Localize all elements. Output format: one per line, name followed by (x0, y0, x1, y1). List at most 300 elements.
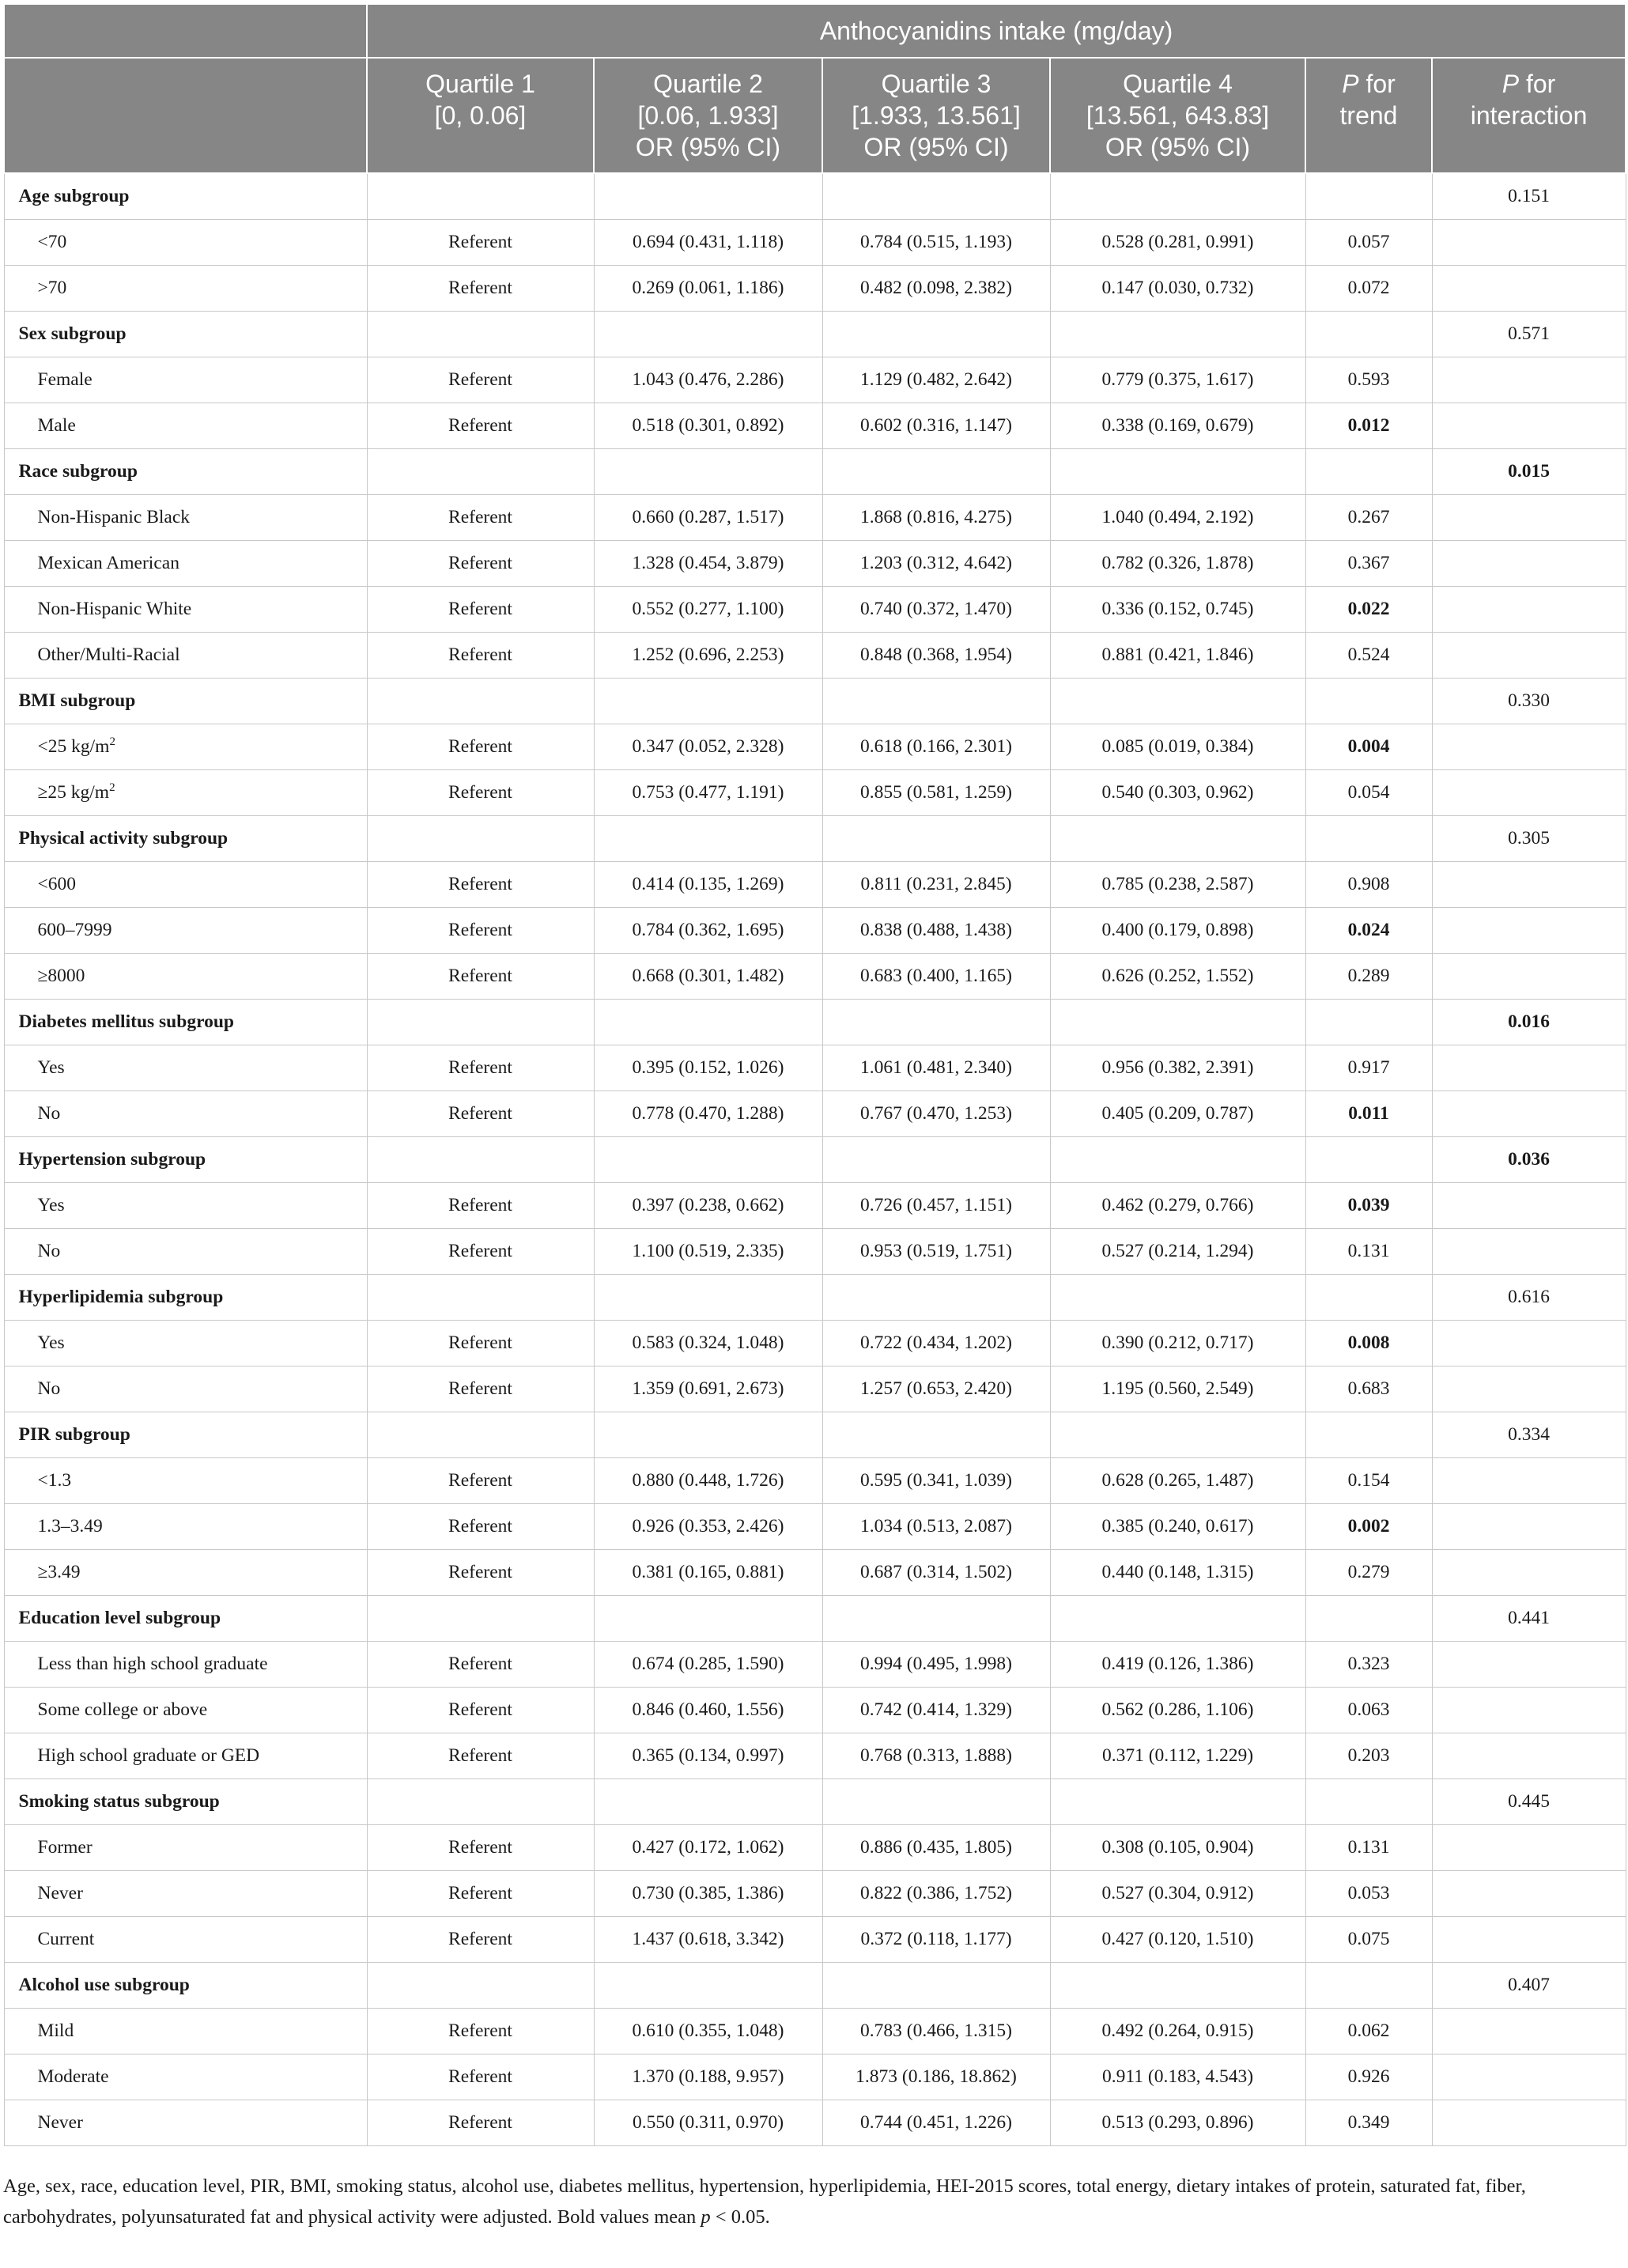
table-row (4, 586, 1626, 632)
q1-cell (367, 1962, 594, 2008)
q2-cell: 1.437 (0.618, 3.342) (594, 1916, 822, 1962)
subgroup-label (4, 999, 367, 1045)
label-text: 600–7999 (37, 919, 112, 940)
q4-cell: 0.911 (0.183, 4.543) (1050, 2054, 1305, 2100)
q3-cell: 0.726 (0.457, 1.151) (822, 1182, 1050, 1228)
q2-cell: 1.043 (0.476, 2.286) (594, 357, 822, 403)
label-text: Diabetes mellitus subgroup (18, 1011, 234, 1032)
q2-cell: 0.784 (0.362, 1.695) (594, 907, 822, 953)
p-trend-cell: 0.024 (1305, 907, 1432, 953)
q3-cell: 1.868 (0.816, 4.275) (822, 494, 1050, 540)
q3-cell: 0.595 (0.341, 1.039) (822, 1457, 1050, 1503)
header-top-title: Anthocyanidins intake (mg/day) (367, 4, 1626, 58)
q1-cell: Referent (367, 1503, 594, 1549)
p-interaction-cell: 0.036 (1432, 1136, 1626, 1182)
header-p-trend (1305, 58, 1432, 173)
header-q4-name: Quartile 4 (1123, 70, 1233, 98)
results-table-container (3, 3, 1625, 2146)
q3-cell: 0.602 (0.316, 1.147) (822, 403, 1050, 448)
p-interaction-cell (1432, 1228, 1626, 1274)
q4-cell: 0.785 (0.238, 2.587) (1050, 861, 1305, 907)
subgroup-label (4, 678, 367, 724)
q1-cell: Referent (367, 1824, 594, 1870)
p-interaction-cell (1432, 1320, 1626, 1366)
q4-cell (1050, 1962, 1305, 2008)
q2-cell (594, 1136, 822, 1182)
q2-cell (594, 678, 822, 724)
category-label (4, 265, 367, 311)
q4-cell (1050, 1412, 1305, 1457)
q2-cell: 0.674 (0.285, 1.590) (594, 1641, 822, 1687)
table-row (4, 907, 1626, 953)
header-p-interaction (1432, 58, 1626, 173)
q1-cell: Referent (367, 1045, 594, 1091)
p-trend-cell (1305, 1274, 1432, 1320)
q4-cell (1050, 1274, 1305, 1320)
p-interaction-cell (1432, 1641, 1626, 1687)
p-interaction-cell (1432, 586, 1626, 632)
p-trend-cell: 0.908 (1305, 861, 1432, 907)
q4-cell: 0.628 (0.265, 1.487) (1050, 1457, 1305, 1503)
subgroup-header-row (4, 1412, 1626, 1457)
label-text: <1.3 (37, 1469, 72, 1491)
p-trend-cell (1305, 815, 1432, 861)
q4-cell: 0.385 (0.240, 0.617) (1050, 1503, 1305, 1549)
table-row (4, 1457, 1626, 1503)
q4-cell: 0.147 (0.030, 0.732) (1050, 265, 1305, 311)
table-row (4, 632, 1626, 678)
q4-cell (1050, 173, 1305, 219)
subgroup-label (4, 1412, 367, 1457)
q3-cell (822, 1136, 1050, 1182)
p-interaction-cell (1432, 357, 1626, 403)
label-text: Hypertension subgroup (18, 1148, 206, 1170)
q3-cell (822, 311, 1050, 357)
q4-cell (1050, 815, 1305, 861)
label-text: PIR subgroup (18, 1423, 130, 1445)
subgroup-label (4, 1962, 367, 2008)
q4-cell: 1.040 (0.494, 2.192) (1050, 494, 1305, 540)
subgroup-header-row (4, 815, 1626, 861)
subgroup-header-row (4, 1778, 1626, 1824)
p-interaction-cell: 0.407 (1432, 1962, 1626, 2008)
q1-cell (367, 1274, 594, 1320)
q4-cell: 0.881 (0.421, 1.846) (1050, 632, 1305, 678)
q4-cell: 0.626 (0.252, 1.552) (1050, 953, 1305, 999)
label-text: Race subgroup (18, 460, 138, 482)
q2-cell (594, 1412, 822, 1457)
q1-cell: Referent (367, 2008, 594, 2054)
label-text: Moderate (37, 2066, 109, 2087)
q2-cell (594, 448, 822, 494)
q4-cell: 0.527 (0.304, 0.912) (1050, 1870, 1305, 1916)
q1-cell (367, 678, 594, 724)
p-trend-cell (1305, 1136, 1432, 1182)
q1-cell: Referent (367, 724, 594, 769)
p-trend-cell: 0.057 (1305, 219, 1432, 265)
q4-cell (1050, 1595, 1305, 1641)
label-text: Less than high school graduate (37, 1653, 268, 1674)
q4-cell: 0.782 (0.326, 1.878) (1050, 540, 1305, 586)
q3-cell: 0.994 (0.495, 1.998) (822, 1641, 1050, 1687)
q3-cell (822, 815, 1050, 861)
q4-cell: 0.528 (0.281, 0.991) (1050, 219, 1305, 265)
p-interaction-cell (1432, 540, 1626, 586)
q1-cell (367, 1412, 594, 1457)
q1-cell: Referent (367, 861, 594, 907)
p-trend-cell: 0.349 (1305, 2100, 1432, 2145)
subgroup-header-row (4, 1274, 1626, 1320)
header-q2-metric: OR (95% CI) (635, 133, 781, 161)
subgroup-header-row (4, 1595, 1626, 1641)
q1-cell: Referent (367, 1687, 594, 1733)
q3-cell: 0.722 (0.434, 1.202) (822, 1320, 1050, 1366)
q3-cell: 0.783 (0.466, 1.315) (822, 2008, 1050, 2054)
q4-cell (1050, 999, 1305, 1045)
q1-cell (367, 815, 594, 861)
q4-cell: 0.419 (0.126, 1.386) (1050, 1641, 1305, 1687)
q3-cell: 0.886 (0.435, 1.805) (822, 1824, 1050, 1870)
q2-cell: 0.880 (0.448, 1.726) (594, 1457, 822, 1503)
q4-cell: 0.338 (0.169, 0.679) (1050, 403, 1305, 448)
header-q4-metric: OR (95% CI) (1105, 133, 1251, 161)
q2-cell (594, 815, 822, 861)
subgroup-header-row (4, 999, 1626, 1045)
table-row (4, 953, 1626, 999)
label-text: Alcohol use subgroup (18, 1974, 190, 1995)
label-text: Age subgroup (18, 185, 130, 206)
p-interaction-cell (1432, 1687, 1626, 1733)
label-text: Mexican American (37, 552, 179, 573)
table-row (4, 1045, 1626, 1091)
p-trend-cell: 0.926 (1305, 2054, 1432, 2100)
subgroup-label (4, 1274, 367, 1320)
q3-cell: 1.061 (0.481, 2.340) (822, 1045, 1050, 1091)
label-text: Sex subgroup (18, 323, 127, 344)
p-interaction-cell (1432, 1503, 1626, 1549)
p-interaction-cell (1432, 2054, 1626, 2100)
p-interaction-cell (1432, 1549, 1626, 1595)
q2-cell: 0.518 (0.301, 0.892) (594, 403, 822, 448)
table-row (4, 357, 1626, 403)
p-trend-cell: 0.004 (1305, 724, 1432, 769)
q2-cell: 0.610 (0.355, 1.048) (594, 2008, 822, 2054)
q2-cell: 1.370 (0.188, 9.957) (594, 2054, 822, 2100)
label-text: Male (37, 414, 76, 436)
q2-cell: 0.753 (0.477, 1.191) (594, 769, 822, 815)
q2-cell: 1.359 (0.691, 2.673) (594, 1366, 822, 1412)
table-row (4, 540, 1626, 586)
category-label (4, 1366, 367, 1412)
q2-cell: 0.395 (0.152, 1.026) (594, 1045, 822, 1091)
q3-cell (822, 678, 1050, 724)
label-text: Education level subgroup (18, 1607, 221, 1628)
p-interaction-cell: 0.334 (1432, 1412, 1626, 1457)
p-interaction-cell (1432, 1182, 1626, 1228)
q2-cell: 0.269 (0.061, 1.186) (594, 265, 822, 311)
q1-cell: Referent (367, 1091, 594, 1136)
p-trend-cell: 0.012 (1305, 403, 1432, 448)
q4-cell: 0.779 (0.375, 1.617) (1050, 357, 1305, 403)
subgroup-label (4, 448, 367, 494)
q1-cell: Referent (367, 1228, 594, 1274)
q3-cell (822, 1274, 1050, 1320)
p-trend-cell: 0.039 (1305, 1182, 1432, 1228)
q4-cell: 0.527 (0.214, 1.294) (1050, 1228, 1305, 1274)
category-label (4, 1549, 367, 1595)
category-label (4, 1320, 367, 1366)
p-trend-cell (1305, 1962, 1432, 2008)
label-text: Mild (37, 2020, 74, 2041)
q4-cell: 0.492 (0.264, 0.915) (1050, 2008, 1305, 2054)
q3-cell: 0.372 (0.118, 1.177) (822, 1916, 1050, 1962)
p-interaction-cell (1432, 632, 1626, 678)
q4-cell (1050, 1778, 1305, 1824)
q3-cell (822, 448, 1050, 494)
table-row (4, 494, 1626, 540)
subgroup-label (4, 1595, 367, 1641)
p-interaction-cell: 0.616 (1432, 1274, 1626, 1320)
q2-cell (594, 1595, 822, 1641)
q3-cell: 0.740 (0.372, 1.470) (822, 586, 1050, 632)
p-trend-cell: 0.062 (1305, 2008, 1432, 2054)
table-row (4, 1366, 1626, 1412)
header-quartile-1 (367, 58, 594, 173)
p-trend-cell: 0.593 (1305, 357, 1432, 403)
q2-cell: 0.778 (0.470, 1.288) (594, 1091, 822, 1136)
table-row (4, 1320, 1626, 1366)
p-trend-cell: 0.367 (1305, 540, 1432, 586)
category-label (4, 2100, 367, 2145)
q3-cell: 0.784 (0.515, 1.193) (822, 219, 1050, 265)
p-interaction-cell: 0.305 (1432, 815, 1626, 861)
q3-cell: 1.257 (0.653, 2.420) (822, 1366, 1050, 1412)
p-interaction-cell (1432, 724, 1626, 769)
category-label (4, 1824, 367, 1870)
subgroup-header-row (4, 1962, 1626, 2008)
category-label (4, 2008, 367, 2054)
p-interaction-cell: 0.571 (1432, 311, 1626, 357)
header-p-trend-line2: trend (1339, 101, 1398, 130)
label-text: No (37, 1378, 61, 1399)
q3-cell: 0.767 (0.470, 1.253) (822, 1091, 1050, 1136)
category-label (4, 1503, 367, 1549)
p-interaction-cell (1432, 769, 1626, 815)
p-trend-cell: 0.267 (1305, 494, 1432, 540)
q1-cell: Referent (367, 357, 594, 403)
p-trend-cell: 0.022 (1305, 586, 1432, 632)
p-interaction-cell: 0.445 (1432, 1778, 1626, 1824)
q4-cell: 0.427 (0.120, 1.510) (1050, 1916, 1305, 1962)
label-text: Female (37, 369, 93, 390)
table-row (4, 1824, 1626, 1870)
p-trend-cell: 0.683 (1305, 1366, 1432, 1412)
label-text: BMI subgroup (18, 690, 136, 711)
p-trend-cell (1305, 1778, 1432, 1824)
q1-cell (367, 1595, 594, 1641)
subgroup-label (4, 311, 367, 357)
header-p-interaction-line2: interaction (1470, 101, 1588, 130)
q4-cell: 0.085 (0.019, 0.384) (1050, 724, 1305, 769)
q3-cell: 0.848 (0.368, 1.954) (822, 632, 1050, 678)
q3-cell: 0.768 (0.313, 1.888) (822, 1733, 1050, 1778)
p-interaction-cell (1432, 861, 1626, 907)
label-text: Non-Hispanic Black (37, 506, 191, 527)
category-label (4, 1182, 367, 1228)
label-text: Other/Multi-Racial (37, 644, 180, 665)
category-label (4, 2054, 367, 2100)
label-text: <600 (37, 873, 77, 894)
q1-cell: Referent (367, 1733, 594, 1778)
subgroup-label (4, 173, 367, 219)
q2-cell: 0.397 (0.238, 0.662) (594, 1182, 822, 1228)
q4-cell: 0.462 (0.279, 0.766) (1050, 1182, 1305, 1228)
p-trend-cell: 0.075 (1305, 1916, 1432, 1962)
p-trend-cell: 0.008 (1305, 1320, 1432, 1366)
q1-cell: Referent (367, 1870, 594, 1916)
q4-cell: 0.540 (0.303, 0.962) (1050, 769, 1305, 815)
q2-cell (594, 1274, 822, 1320)
category-label (4, 403, 367, 448)
table-footnote (3, 2171, 1624, 2232)
p-trend-cell (1305, 311, 1432, 357)
header-q1-name: Quartile 1 (425, 70, 535, 98)
q3-cell (822, 1412, 1050, 1457)
q4-cell: 0.308 (0.105, 0.904) (1050, 1824, 1305, 1870)
label-text: Yes (37, 1194, 65, 1215)
label-text: ≥25 kg/m (37, 781, 110, 803)
category-label (4, 861, 367, 907)
p-interaction-cell (1432, 494, 1626, 540)
q1-cell: Referent (367, 540, 594, 586)
p-trend-cell: 0.131 (1305, 1824, 1432, 1870)
p-interaction-cell (1432, 1457, 1626, 1503)
p-trend-cell (1305, 999, 1432, 1045)
p-interaction-cell (1432, 1870, 1626, 1916)
q2-cell: 0.926 (0.353, 2.426) (594, 1503, 822, 1549)
subgroup-label (4, 815, 367, 861)
subgroup-label (4, 1136, 367, 1182)
q4-cell: 0.513 (0.293, 0.896) (1050, 2100, 1305, 2145)
label-text: Former (37, 1836, 93, 1858)
q3-cell: 0.822 (0.386, 1.752) (822, 1870, 1050, 1916)
category-label (4, 357, 367, 403)
q1-cell (367, 311, 594, 357)
q3-cell: 0.482 (0.098, 2.382) (822, 265, 1050, 311)
p-interaction-cell (1432, 403, 1626, 448)
q1-cell: Referent (367, 403, 594, 448)
q3-cell: 1.034 (0.513, 2.087) (822, 1503, 1050, 1549)
category-label (4, 1045, 367, 1091)
q1-cell: Referent (367, 1457, 594, 1503)
q1-cell: Referent (367, 1182, 594, 1228)
p-trend-cell: 0.289 (1305, 953, 1432, 999)
header-p-interaction-line1: P for (1501, 70, 1556, 98)
table-row (4, 1182, 1626, 1228)
label-text: >70 (37, 277, 67, 298)
header-label-cell (4, 58, 367, 173)
header-q1-range: [0, 0.06] (434, 101, 527, 130)
q4-cell: 0.562 (0.286, 1.106) (1050, 1687, 1305, 1733)
label-text: Some college or above (37, 1699, 208, 1720)
q4-cell (1050, 311, 1305, 357)
p-trend-cell: 0.203 (1305, 1733, 1432, 1778)
q3-cell: 0.744 (0.451, 1.226) (822, 2100, 1050, 2145)
p-interaction-cell: 0.016 (1432, 999, 1626, 1045)
label-text: No (37, 1102, 61, 1124)
q2-cell: 0.365 (0.134, 0.997) (594, 1733, 822, 1778)
category-label (4, 586, 367, 632)
q1-cell: Referent (367, 1320, 594, 1366)
q3-cell: 0.618 (0.166, 2.301) (822, 724, 1050, 769)
p-trend-cell: 0.279 (1305, 1549, 1432, 1595)
q1-cell (367, 173, 594, 219)
q1-cell: Referent (367, 632, 594, 678)
table-row (4, 1641, 1626, 1687)
table-row (4, 1687, 1626, 1733)
q2-cell (594, 311, 822, 357)
table-row (4, 2054, 1626, 2100)
label-superscript: 2 (109, 735, 115, 749)
q3-cell: 0.838 (0.488, 1.438) (822, 907, 1050, 953)
q3-cell (822, 999, 1050, 1045)
p-trend-cell: 0.131 (1305, 1228, 1432, 1274)
p-interaction-cell (1432, 907, 1626, 953)
category-label (4, 907, 367, 953)
q3-cell (822, 173, 1050, 219)
q2-cell (594, 1962, 822, 2008)
subgroup-header-row (4, 1136, 1626, 1182)
p-trend-cell: 0.154 (1305, 1457, 1432, 1503)
q2-cell (594, 1778, 822, 1824)
q1-cell: Referent (367, 586, 594, 632)
category-label (4, 724, 367, 769)
subgroup-label (4, 1778, 367, 1824)
q3-cell (822, 1778, 1050, 1824)
p-trend-cell (1305, 1595, 1432, 1641)
q2-cell: 0.414 (0.135, 1.269) (594, 861, 822, 907)
category-label (4, 1733, 367, 1778)
label-text: Physical activity subgroup (18, 827, 229, 849)
category-label (4, 1228, 367, 1274)
p-interaction-cell (1432, 2008, 1626, 2054)
table-row (4, 1733, 1626, 1778)
label-text: ≥3.49 (37, 1561, 81, 1582)
q2-cell: 1.252 (0.696, 2.253) (594, 632, 822, 678)
header-q3-range: [1.933, 13.561] (852, 101, 1021, 130)
q1-cell (367, 448, 594, 494)
table-row (4, 1549, 1626, 1595)
q3-cell: 0.742 (0.414, 1.329) (822, 1687, 1050, 1733)
q3-cell (822, 1962, 1050, 2008)
table-row (4, 403, 1626, 448)
label-text: Non-Hispanic White (37, 598, 192, 619)
q1-cell: Referent (367, 953, 594, 999)
category-label (4, 540, 367, 586)
header-q2-range: [0.06, 1.933] (637, 101, 779, 130)
p-interaction-cell: 0.441 (1432, 1595, 1626, 1641)
subgroup-results-table (3, 3, 1626, 2146)
category-label (4, 1916, 367, 1962)
category-label (4, 1870, 367, 1916)
q4-cell: 0.371 (0.112, 1.229) (1050, 1733, 1305, 1778)
label-text: Yes (37, 1332, 65, 1353)
q4-cell: 0.405 (0.209, 0.787) (1050, 1091, 1305, 1136)
q3-cell: 0.683 (0.400, 1.165) (822, 953, 1050, 999)
p-trend-cell: 0.524 (1305, 632, 1432, 678)
label-superscript: 2 (109, 781, 115, 795)
q2-cell: 0.730 (0.385, 1.386) (594, 1870, 822, 1916)
